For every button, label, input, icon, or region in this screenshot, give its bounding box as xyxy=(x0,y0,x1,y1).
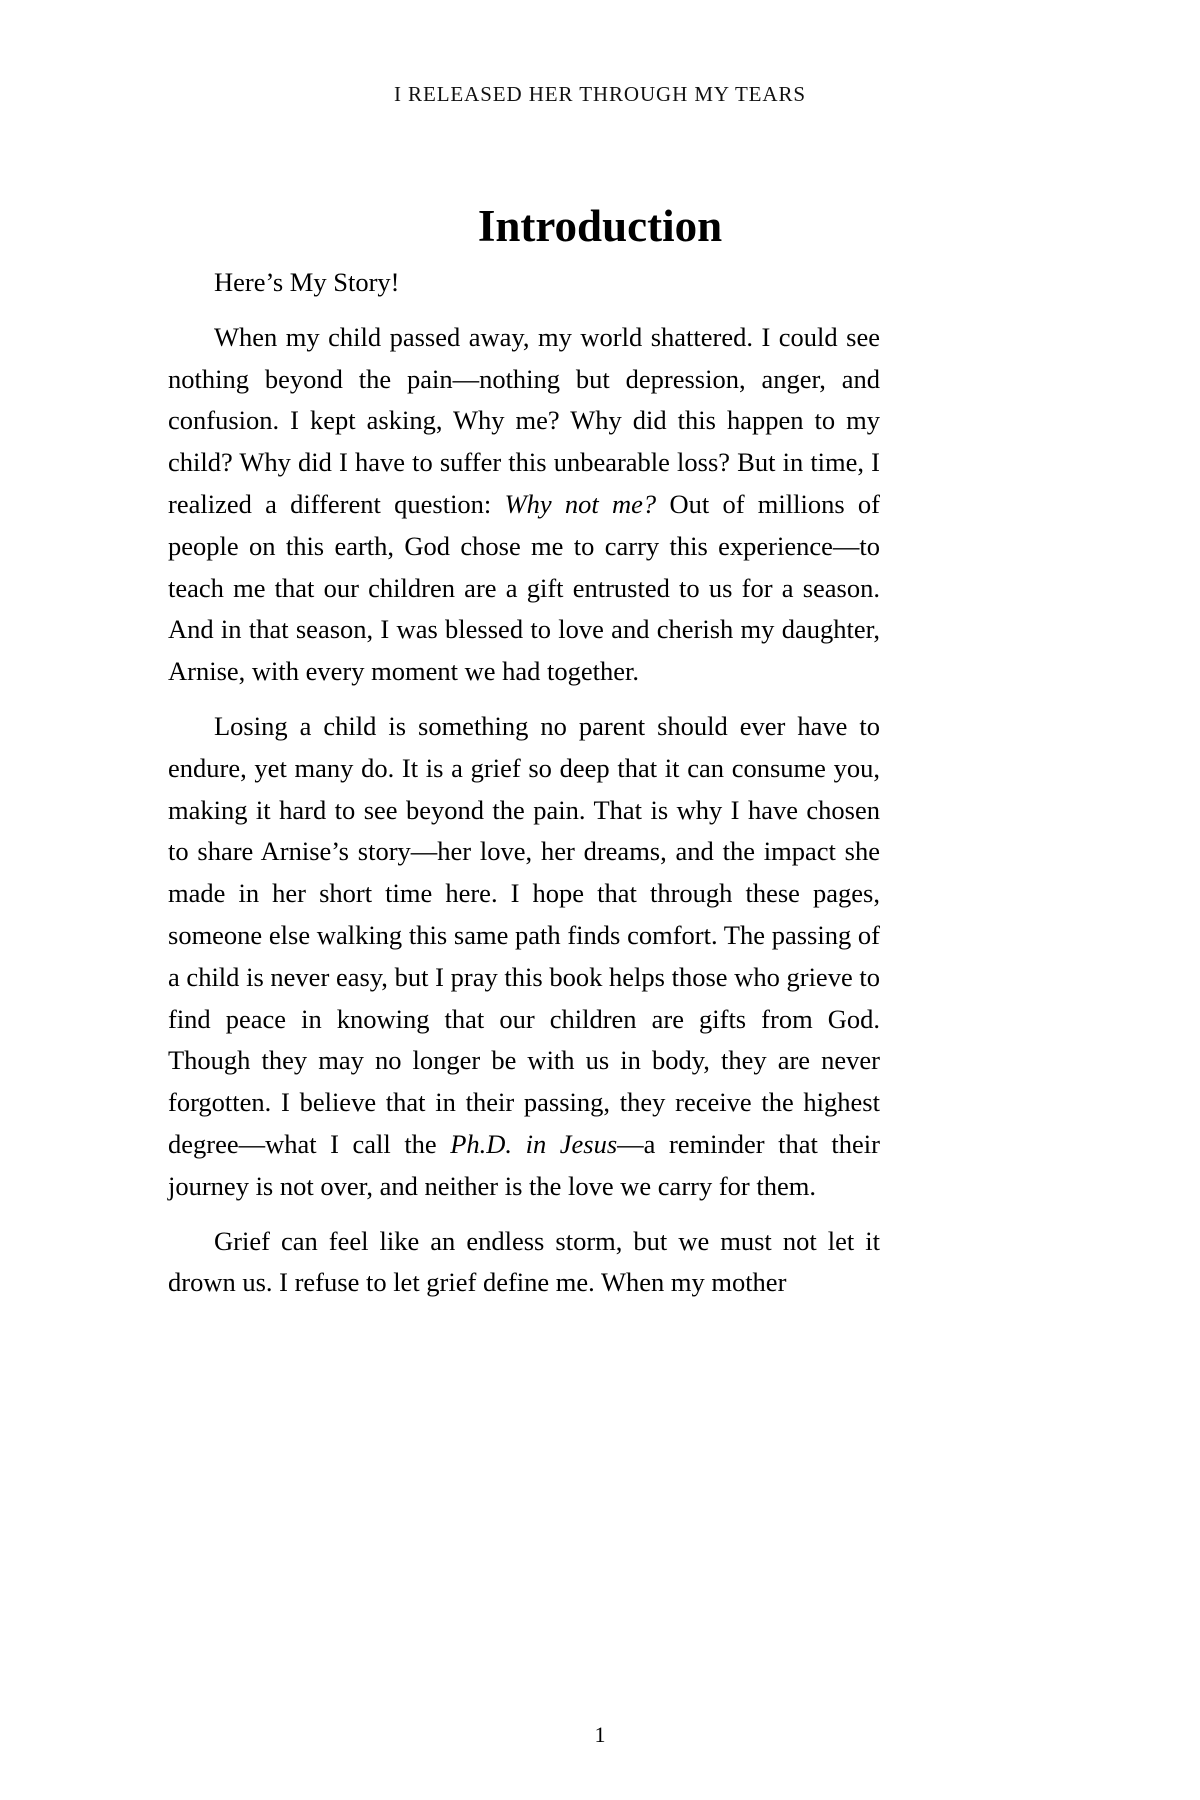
lead-line: Here’s My Story! xyxy=(214,267,400,297)
page-number: 1 xyxy=(594,1722,606,1747)
paragraph-gap xyxy=(168,693,880,706)
paragraph-gap xyxy=(168,304,880,317)
italic-phrase: Ph.D. in Jesus xyxy=(450,1128,618,1159)
paragraph-1: When my child passed away, my world shattered. I could see nothing beyond the pain—nothing but depression, anger, and confusion. I kept asking, Why me? Why did this happen to my child? Why did I have to suffer this unbearable loss? But in time, I realized a different question: Why not me? Out of millions of people on this earth, God chose me to carry this experience—to teach me that our children are a gift entrusted to us for a season. And in that season, I was blessed to love and cherish my daughter, Arnise, with every moment we had together. xyxy=(168,321,880,687)
body-text-block xyxy=(168,262,880,1304)
paragraph-3: Grief can feel like an endless storm, but we must not let it drown us. I refuse to let grief define me. When my mother xyxy=(168,1225,880,1298)
paragraph-2: Losing a child is something no parent should ever have to endure, yet many do. It is a grief so deep that it can consume you, making it hard to see beyond the pain. That is why I have chosen to share Arnise’s story—her love, her dreams, and the impact she made in her short time here. I hope that through these pages, someone else walking this same path finds comfort. The passing of a child is never easy, but I pray this book helps those who grieve to find peace in knowing that our children are gifts from God. Though they may no longer be with us in body, they are never forgotten. I believe that in their passing, they receive the highest degree—what I call the Ph.D. in Jesus—a reminder that their journey is not over, and neither is the love we carry for them. xyxy=(168,710,880,1201)
running-header: I RELEASED HER THROUGH MY TEARS xyxy=(394,82,806,106)
page-title: Introduction xyxy=(477,201,723,252)
paragraph-gap xyxy=(168,1208,880,1221)
italic-phrase: Why not me? xyxy=(504,488,657,519)
